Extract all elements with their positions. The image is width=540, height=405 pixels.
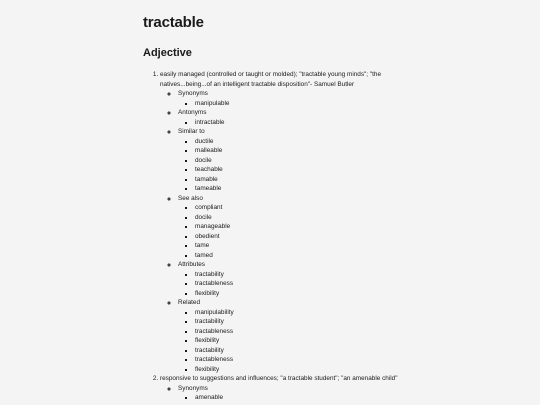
relation-label: Synonyms: [178, 90, 208, 97]
relation-group: [178, 384, 405, 403]
relation-group: [178, 194, 405, 261]
entry-content: [143, 14, 405, 403]
related-word: ▪ manipulability: [195, 308, 405, 318]
relation-group-list: [160, 384, 405, 403]
relation-group: [178, 108, 405, 127]
relation-group: [178, 89, 405, 108]
relation-group: [178, 260, 405, 298]
related-word: ▪ teachable: [195, 165, 405, 175]
related-word: ▪ obedient: [195, 232, 405, 242]
sense-definition: easily managed (controlled or taught or molded); "tractable young minds"; "the natives...being...of an intelligent tractable disposition"- Samuel Butler: [160, 71, 382, 88]
sense-item: [160, 374, 405, 403]
sense-definition: responsive to suggestions and influences; "a tractable student"; "an amenable child": [160, 375, 398, 382]
relation-group: [178, 127, 405, 194]
related-word: ▪ malleable: [195, 146, 405, 156]
related-word: ▪ tractableness: [195, 327, 405, 337]
related-word: ▪ tractableness: [195, 355, 405, 365]
relation-label: See also: [178, 194, 203, 202]
relation-label: Attributes: [178, 261, 205, 268]
related-word-list: [178, 137, 405, 194]
part-of-speech-heading: Adjective: [143, 47, 192, 59]
related-word: ▪ tame: [195, 241, 405, 251]
sense-item: [160, 70, 405, 374]
sense-list: [143, 70, 405, 403]
relation-group-list: [160, 89, 405, 374]
related-word: ▪ compliant: [195, 203, 405, 213]
relation-label: Related: [178, 299, 201, 306]
relation-label: Antonyms: [178, 109, 207, 116]
related-word: ▪ tameable: [195, 184, 405, 194]
related-word: ▪ tractability: [195, 346, 405, 356]
relation-label: Similar to: [178, 128, 205, 135]
related-word: ▪ tamable: [195, 175, 405, 185]
related-word: ▪ docile: [195, 213, 405, 223]
related-word: ▪ flexibility: [195, 289, 405, 299]
related-word: ▪ tractability: [195, 270, 405, 280]
related-word: ▪ manageable: [195, 222, 405, 232]
related-word: ▪ ductile: [195, 137, 405, 147]
related-word: ▪ tractableness: [195, 279, 405, 289]
page-title: tractable: [143, 14, 204, 31]
related-word-list: [178, 118, 405, 128]
related-word: ▪ flexibility: [195, 365, 405, 375]
related-word: ▪ amenable: [195, 393, 405, 403]
related-word: ▪ docile: [195, 156, 405, 166]
related-word: ▪ tractability: [195, 317, 405, 327]
related-word-list: [178, 393, 405, 403]
related-word-list: [178, 203, 405, 260]
relation-label: Synonyms: [178, 384, 208, 392]
related-word-list: [178, 308, 405, 375]
related-word: ▪ flexibility: [195, 336, 405, 346]
related-word: ▪ intractable: [195, 118, 405, 128]
related-word-list: [178, 99, 405, 109]
related-word-list: [178, 270, 405, 299]
related-word: ▪ manipulable: [195, 99, 405, 109]
related-word: ▪ tamed: [195, 251, 405, 261]
relation-group: [178, 298, 405, 374]
